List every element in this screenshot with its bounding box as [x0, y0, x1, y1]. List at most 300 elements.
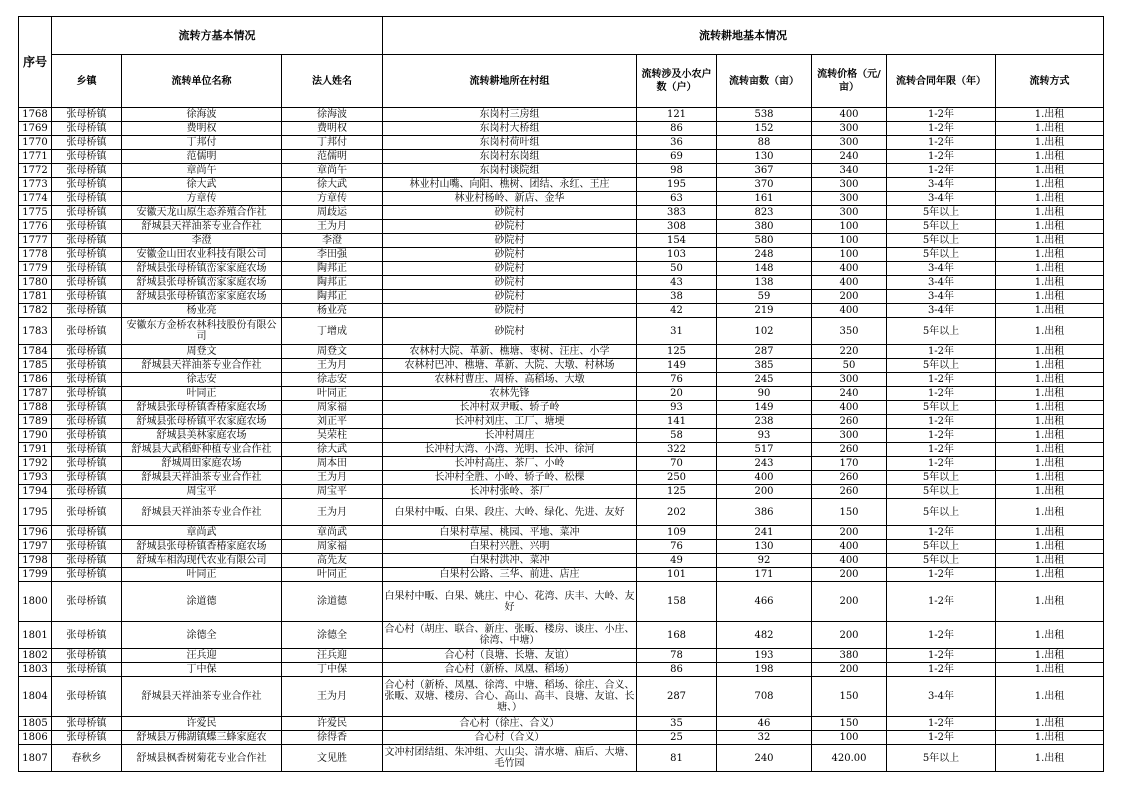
cell-method: 1.出租 [996, 443, 1104, 457]
cell-mu: 152 [717, 122, 812, 136]
cell-households: 81 [637, 745, 717, 772]
cell-legal: 章尚午 [282, 164, 383, 178]
cell-term: 1-2年 [887, 622, 996, 649]
cell-mu: 161 [717, 192, 812, 206]
cell-term: 1-2年 [887, 415, 996, 429]
cell-mu: 130 [717, 150, 812, 164]
cell-method: 1.出租 [996, 526, 1104, 540]
cell-price: 400 [812, 304, 887, 318]
cell-village: 合心村（新桥、凤凰、徐湾、中塘、稻场、徐庄、合义、张畈、双塘、楼房、合心、高山、高丰、良塘、友谊、长塘、） [383, 677, 637, 717]
table-row [19, 622, 1104, 649]
cell-unit: 安徽金山田农业科技有限公司 [122, 248, 282, 262]
header-seq: 序号 [19, 17, 52, 108]
cell-legal: 徐得香 [282, 731, 383, 745]
cell-price: 150 [812, 677, 887, 717]
table-row [19, 248, 1104, 262]
cell-seq: 1769 [19, 122, 52, 136]
cell-term: 5年以上 [887, 554, 996, 568]
cell-term: 3-4年 [887, 262, 996, 276]
table-row [19, 429, 1104, 443]
cell-term: 5年以上 [887, 471, 996, 485]
cell-mu: 466 [717, 582, 812, 622]
cell-households: 308 [637, 220, 717, 234]
cell-method: 1.出租 [996, 234, 1104, 248]
cell-legal: 丁增成 [282, 318, 383, 345]
header-method: 流转方式 [996, 55, 1104, 108]
cell-legal: 周家福 [282, 401, 383, 415]
cell-village: 砂院村 [383, 220, 637, 234]
cell-price: 100 [812, 220, 887, 234]
cell-price: 200 [812, 568, 887, 582]
cell-town: 张母桥镇 [52, 234, 122, 248]
cell-legal: 涂道德 [282, 582, 383, 622]
cell-term: 1-2年 [887, 582, 996, 622]
cell-price: 260 [812, 485, 887, 499]
cell-village: 砂院村 [383, 290, 637, 304]
cell-method: 1.出租 [996, 415, 1104, 429]
table-row [19, 499, 1104, 526]
cell-seq: 1779 [19, 262, 52, 276]
cell-method: 1.出租 [996, 192, 1104, 206]
cell-price: 260 [812, 415, 887, 429]
cell-method: 1.出租 [996, 582, 1104, 622]
table-row [19, 318, 1104, 345]
cell-seq: 1774 [19, 192, 52, 206]
cell-town: 张母桥镇 [52, 663, 122, 677]
cell-unit: 舒城县张母桥镇峦家家庭农场 [122, 276, 282, 290]
cell-village: 长冲村大湾、小湾、光明、长冲、徐河 [383, 443, 637, 457]
cell-legal: 陶邦正 [282, 290, 383, 304]
cell-price: 420.00 [812, 745, 887, 772]
table-row [19, 359, 1104, 373]
cell-unit: 舒城县天祥油茶专业合作社 [122, 499, 282, 526]
header-term: 流转合同年限（年） [887, 55, 996, 108]
cell-village: 砂院村 [383, 248, 637, 262]
cell-households: 250 [637, 471, 717, 485]
cell-seq: 1800 [19, 582, 52, 622]
cell-legal: 徐志安 [282, 373, 383, 387]
table-row [19, 373, 1104, 387]
cell-seq: 1785 [19, 359, 52, 373]
cell-households: 98 [637, 164, 717, 178]
cell-unit: 舒城县万佛湖镇蝶三蜂家庭农 [122, 731, 282, 745]
cell-village: 白果村中畈、白果、姚庄、中心、花湾、庆丰、大岭、友好 [383, 582, 637, 622]
cell-unit: 周宝平 [122, 485, 282, 499]
cell-term: 1-2年 [887, 164, 996, 178]
cell-unit: 舒城县天祥油茶专业合作社 [122, 677, 282, 717]
cell-seq: 1784 [19, 345, 52, 359]
cell-price: 300 [812, 178, 887, 192]
table-row [19, 304, 1104, 318]
cell-mu: 88 [717, 136, 812, 150]
cell-seq: 1783 [19, 318, 52, 345]
cell-households: 383 [637, 206, 717, 220]
cell-seq: 1796 [19, 526, 52, 540]
cell-village: 白果村洪冲、菜冲 [383, 554, 637, 568]
cell-unit: 许爱民 [122, 717, 282, 731]
cell-households: 154 [637, 234, 717, 248]
header-group-land: 流转耕地基本情况 [383, 17, 1104, 55]
cell-village: 长冲村双尹畈、轿子岭 [383, 401, 637, 415]
cell-town: 张母桥镇 [52, 178, 122, 192]
cell-mu: 367 [717, 164, 812, 178]
cell-seq: 1807 [19, 745, 52, 772]
cell-term: 5年以上 [887, 206, 996, 220]
table-row [19, 164, 1104, 178]
cell-legal: 方章传 [282, 192, 383, 206]
cell-village: 砂院村 [383, 262, 637, 276]
cell-households: 109 [637, 526, 717, 540]
cell-mu: 148 [717, 262, 812, 276]
cell-method: 1.出租 [996, 304, 1104, 318]
cell-seq: 1806 [19, 731, 52, 745]
cell-method: 1.出租 [996, 262, 1104, 276]
cell-village: 白果村兴胜、兴明 [383, 540, 637, 554]
cell-unit: 杨业亮 [122, 304, 282, 318]
cell-seq: 1799 [19, 568, 52, 582]
cell-seq: 1792 [19, 457, 52, 471]
cell-seq: 1772 [19, 164, 52, 178]
cell-seq: 1789 [19, 415, 52, 429]
cell-price: 300 [812, 373, 887, 387]
cell-households: 322 [637, 443, 717, 457]
cell-term: 1-2年 [887, 108, 996, 122]
cell-legal: 周家福 [282, 540, 383, 554]
cell-term: 3-4年 [887, 178, 996, 192]
cell-method: 1.出租 [996, 401, 1104, 415]
cell-mu: 386 [717, 499, 812, 526]
cell-seq: 1787 [19, 387, 52, 401]
cell-unit: 周登文 [122, 345, 282, 359]
cell-mu: 243 [717, 457, 812, 471]
cell-town: 张母桥镇 [52, 429, 122, 443]
cell-term: 3-4年 [887, 290, 996, 304]
cell-method: 1.出租 [996, 540, 1104, 554]
cell-term: 3-4年 [887, 276, 996, 290]
cell-town: 张母桥镇 [52, 582, 122, 622]
cell-seq: 1802 [19, 649, 52, 663]
cell-method: 1.出租 [996, 731, 1104, 745]
cell-seq: 1793 [19, 471, 52, 485]
cell-unit: 舒城县张母桥镇峦家家庭农场 [122, 290, 282, 304]
cell-price: 350 [812, 318, 887, 345]
cell-village: 林业村山嘴、向阳、樵树、团结、永红、王庄 [383, 178, 637, 192]
table-row [19, 108, 1104, 122]
cell-village: 东岗村谈院组 [383, 164, 637, 178]
cell-village: 东岗村荷叶组 [383, 136, 637, 150]
cell-term: 5年以上 [887, 234, 996, 248]
cell-method: 1.出租 [996, 345, 1104, 359]
cell-village: 长冲村刘庄、工厂、塘埂 [383, 415, 637, 429]
table-row [19, 387, 1104, 401]
cell-unit: 舒城县枫香树菊花专业合作社 [122, 745, 282, 772]
land-transfer-sheet [18, 16, 1104, 772]
cell-price: 300 [812, 429, 887, 443]
cell-legal: 陶邦正 [282, 262, 383, 276]
cell-town: 张母桥镇 [52, 122, 122, 136]
cell-method: 1.出租 [996, 206, 1104, 220]
table-row [19, 717, 1104, 731]
cell-method: 1.出租 [996, 677, 1104, 717]
cell-method: 1.出租 [996, 457, 1104, 471]
cell-price: 300 [812, 192, 887, 206]
cell-town: 张母桥镇 [52, 471, 122, 485]
cell-legal: 刘正平 [282, 415, 383, 429]
cell-term: 5年以上 [887, 745, 996, 772]
cell-households: 93 [637, 401, 717, 415]
cell-mu: 245 [717, 373, 812, 387]
cell-households: 43 [637, 276, 717, 290]
cell-mu: 90 [717, 387, 812, 401]
cell-unit: 章尚午 [122, 164, 282, 178]
cell-town: 张母桥镇 [52, 359, 122, 373]
cell-legal: 杨业亮 [282, 304, 383, 318]
cell-town: 张母桥镇 [52, 526, 122, 540]
cell-town: 张母桥镇 [52, 290, 122, 304]
cell-method: 1.出租 [996, 499, 1104, 526]
cell-term: 5年以上 [887, 485, 996, 499]
cell-legal: 李澄 [282, 234, 383, 248]
cell-unit: 费明权 [122, 122, 282, 136]
cell-town: 张母桥镇 [52, 568, 122, 582]
cell-term: 3-4年 [887, 677, 996, 717]
table-row [19, 192, 1104, 206]
cell-price: 150 [812, 717, 887, 731]
cell-method: 1.出租 [996, 471, 1104, 485]
cell-village: 砂院村 [383, 318, 637, 345]
cell-town: 张母桥镇 [52, 457, 122, 471]
cell-term: 5年以上 [887, 499, 996, 526]
cell-town: 张母桥镇 [52, 415, 122, 429]
cell-households: 86 [637, 122, 717, 136]
cell-households: 76 [637, 540, 717, 554]
cell-households: 49 [637, 554, 717, 568]
cell-mu: 59 [717, 290, 812, 304]
cell-legal: 周登文 [282, 345, 383, 359]
cell-term: 1-2年 [887, 373, 996, 387]
cell-village: 合心村（良塘、长塘、友谊） [383, 649, 637, 663]
cell-seq: 1770 [19, 136, 52, 150]
cell-village: 农林先锋 [383, 387, 637, 401]
cell-term: 1-2年 [887, 345, 996, 359]
cell-seq: 1768 [19, 108, 52, 122]
cell-mu: 238 [717, 415, 812, 429]
cell-unit: 安徽天龙山原生态养殖合作社 [122, 206, 282, 220]
cell-legal: 丁邦付 [282, 136, 383, 150]
cell-mu: 219 [717, 304, 812, 318]
cell-unit: 汪兵迎 [122, 649, 282, 663]
cell-households: 63 [637, 192, 717, 206]
cell-unit: 章尚武 [122, 526, 282, 540]
header-unit: 流转单位名称 [122, 55, 282, 108]
cell-legal: 李田强 [282, 248, 383, 262]
table-row [19, 345, 1104, 359]
cell-legal: 许爱民 [282, 717, 383, 731]
cell-legal: 范儒明 [282, 150, 383, 164]
cell-unit: 叶同正 [122, 387, 282, 401]
cell-unit: 叶同正 [122, 568, 282, 582]
cell-legal: 费明权 [282, 122, 383, 136]
cell-method: 1.出租 [996, 318, 1104, 345]
cell-town: 张母桥镇 [52, 387, 122, 401]
cell-mu: 385 [717, 359, 812, 373]
cell-price: 400 [812, 401, 887, 415]
table-row [19, 122, 1104, 136]
cell-legal: 王为月 [282, 677, 383, 717]
cell-term: 1-2年 [887, 568, 996, 582]
table-row [19, 582, 1104, 622]
cell-mu: 400 [717, 471, 812, 485]
cell-town: 张母桥镇 [52, 136, 122, 150]
cell-unit: 徐志安 [122, 373, 282, 387]
cell-price: 300 [812, 122, 887, 136]
cell-price: 200 [812, 290, 887, 304]
cell-village: 砂院村 [383, 304, 637, 318]
cell-seq: 1773 [19, 178, 52, 192]
cell-legal: 王为月 [282, 499, 383, 526]
cell-price: 220 [812, 345, 887, 359]
cell-households: 58 [637, 429, 717, 443]
cell-mu: 193 [717, 649, 812, 663]
cell-town: 张母桥镇 [52, 304, 122, 318]
cell-village: 合心村（徐庄、合义） [383, 717, 637, 731]
cell-unit: 舒城县天祥油茶专业合作社 [122, 471, 282, 485]
cell-method: 1.出租 [996, 429, 1104, 443]
cell-legal: 涂德全 [282, 622, 383, 649]
cell-seq: 1778 [19, 248, 52, 262]
cell-legal: 丁中保 [282, 663, 383, 677]
cell-town: 张母桥镇 [52, 401, 122, 415]
cell-unit: 舒城县天祥油茶专业合作社 [122, 220, 282, 234]
table-row [19, 663, 1104, 677]
header-village: 流转耕地所在村组 [383, 55, 637, 108]
cell-price: 400 [812, 276, 887, 290]
cell-seq: 1786 [19, 373, 52, 387]
cell-mu: 138 [717, 276, 812, 290]
cell-seq: 1790 [19, 429, 52, 443]
cell-unit: 舒城县张母桥镇峦家家庭农场 [122, 262, 282, 276]
header-column-row [19, 55, 1104, 108]
cell-households: 125 [637, 345, 717, 359]
cell-unit: 舒城车相沟现代农业有限公司 [122, 554, 282, 568]
cell-term: 5年以上 [887, 401, 996, 415]
cell-mu: 171 [717, 568, 812, 582]
table-header [19, 17, 1104, 108]
cell-term: 1-2年 [887, 526, 996, 540]
cell-town: 张母桥镇 [52, 206, 122, 220]
cell-town: 张母桥镇 [52, 554, 122, 568]
cell-method: 1.出租 [996, 622, 1104, 649]
cell-village: 合心村（胡庄、联合、新庄、张畈、楼房、谈庄、小庄、徐湾、中塘） [383, 622, 637, 649]
cell-seq: 1777 [19, 234, 52, 248]
cell-mu: 198 [717, 663, 812, 677]
cell-price: 240 [812, 150, 887, 164]
cell-seq: 1803 [19, 663, 52, 677]
cell-households: 121 [637, 108, 717, 122]
cell-price: 300 [812, 136, 887, 150]
cell-term: 1-2年 [887, 663, 996, 677]
cell-seq: 1776 [19, 220, 52, 234]
cell-method: 1.出租 [996, 373, 1104, 387]
cell-price: 200 [812, 582, 887, 622]
cell-mu: 102 [717, 318, 812, 345]
cell-method: 1.出租 [996, 568, 1104, 582]
table-row [19, 150, 1104, 164]
cell-price: 260 [812, 471, 887, 485]
cell-price: 400 [812, 540, 887, 554]
cell-mu: 46 [717, 717, 812, 731]
cell-unit: 舒城县张母桥镇香椿家庭农场 [122, 540, 282, 554]
cell-term: 1-2年 [887, 150, 996, 164]
cell-term: 1-2年 [887, 457, 996, 471]
cell-village: 东岗村三房组 [383, 108, 637, 122]
cell-town: 张母桥镇 [52, 192, 122, 206]
cell-households: 125 [637, 485, 717, 499]
cell-legal: 王为月 [282, 471, 383, 485]
cell-village: 长冲村高庄、茶厂、小岭 [383, 457, 637, 471]
cell-method: 1.出租 [996, 359, 1104, 373]
cell-households: 149 [637, 359, 717, 373]
cell-town: 张母桥镇 [52, 540, 122, 554]
cell-mu: 92 [717, 554, 812, 568]
cell-households: 168 [637, 622, 717, 649]
cell-method: 1.出租 [996, 387, 1104, 401]
cell-town: 张母桥镇 [52, 677, 122, 717]
cell-unit: 涂道德 [122, 582, 282, 622]
cell-town: 春秋乡 [52, 745, 122, 772]
table-row [19, 290, 1104, 304]
cell-seq: 1798 [19, 554, 52, 568]
cell-legal: 陶邦正 [282, 276, 383, 290]
cell-term: 3-4年 [887, 192, 996, 206]
cell-price: 170 [812, 457, 887, 471]
cell-method: 1.出租 [996, 178, 1104, 192]
cell-village: 合心村（新桥、凤凰、稻场） [383, 663, 637, 677]
cell-village: 林业村杨岭、新店、金华 [383, 192, 637, 206]
cell-legal: 周本田 [282, 457, 383, 471]
cell-method: 1.出租 [996, 649, 1104, 663]
cell-price: 150 [812, 499, 887, 526]
cell-term: 5年以上 [887, 359, 996, 373]
cell-town: 张母桥镇 [52, 717, 122, 731]
table-row [19, 471, 1104, 485]
cell-mu: 538 [717, 108, 812, 122]
cell-town: 张母桥镇 [52, 318, 122, 345]
cell-price: 400 [812, 554, 887, 568]
cell-legal: 徐大武 [282, 443, 383, 457]
cell-households: 158 [637, 582, 717, 622]
cell-seq: 1805 [19, 717, 52, 731]
cell-village: 东岗村大桥组 [383, 122, 637, 136]
cell-seq: 1794 [19, 485, 52, 499]
table-row [19, 731, 1104, 745]
table-row [19, 401, 1104, 415]
table-body [19, 108, 1104, 772]
cell-mu: 482 [717, 622, 812, 649]
cell-village: 砂院村 [383, 234, 637, 248]
table-row [19, 178, 1104, 192]
cell-term: 1-2年 [887, 136, 996, 150]
table-row [19, 457, 1104, 471]
table-row [19, 220, 1104, 234]
cell-households: 36 [637, 136, 717, 150]
cell-price: 400 [812, 108, 887, 122]
cell-price: 100 [812, 248, 887, 262]
cell-legal: 汪兵迎 [282, 649, 383, 663]
cell-price: 380 [812, 649, 887, 663]
header-price: 流转价格（元/亩） [812, 55, 887, 108]
cell-village: 白果村草屋、桃园、平地、菜冲 [383, 526, 637, 540]
